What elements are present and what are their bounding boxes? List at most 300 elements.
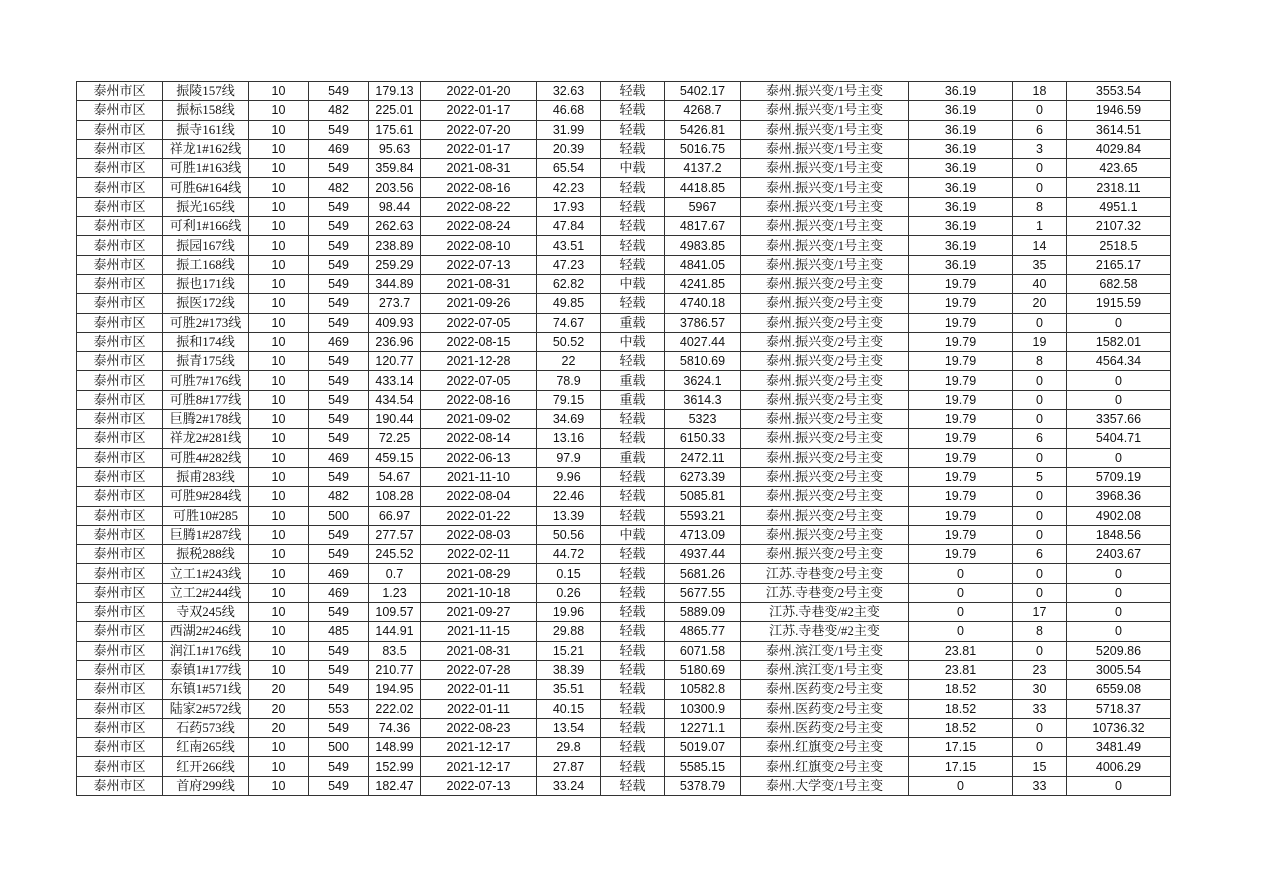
load-rate-cell: 9.96 — [537, 467, 601, 486]
remaining-capacity-cell: 3553.54 — [1067, 82, 1171, 101]
transformer-rate-cell: 18.52 — [909, 699, 1013, 718]
date-cell: 2022-01-22 — [421, 506, 537, 525]
remaining-capacity-cell: 5718.37 — [1067, 699, 1171, 718]
max-current-cell: 273.7 — [369, 294, 421, 313]
transformer-cell: 泰州.振兴变/1号主变 — [741, 101, 909, 120]
line-name-cell: 巨腾1#287线 — [163, 525, 249, 544]
capacity-cell: 549 — [309, 274, 369, 293]
transformer-rate-cell: 18.52 — [909, 718, 1013, 737]
max-current-cell: 459.15 — [369, 448, 421, 467]
load-status-cell: 轻载 — [601, 82, 665, 101]
capacity-cell: 549 — [309, 352, 369, 371]
area-cell: 泰州市区 — [77, 352, 163, 371]
load-status-cell: 轻载 — [601, 236, 665, 255]
load-status-cell: 轻载 — [601, 139, 665, 158]
line-name-cell: 首府299线 — [163, 776, 249, 795]
available-capacity-cell: 4418.85 — [665, 178, 741, 197]
count-cell: 30 — [1013, 680, 1067, 699]
transformer-rate-cell: 19.79 — [909, 487, 1013, 506]
table-row — [77, 294, 1171, 313]
max-current-cell: 262.63 — [369, 217, 421, 236]
area-cell: 泰州市区 — [77, 467, 163, 486]
load-rate-cell: 31.99 — [537, 120, 601, 139]
load-rate-cell: 34.69 — [537, 410, 601, 429]
line-name-cell: 可胜7#176线 — [163, 371, 249, 390]
table-row — [77, 371, 1171, 390]
count-cell: 0 — [1013, 390, 1067, 409]
load-status-cell: 轻载 — [601, 718, 665, 737]
transformer-cell: 泰州.振兴变/2号主变 — [741, 352, 909, 371]
max-current-cell: 359.84 — [369, 159, 421, 178]
line-name-cell: 可胜8#177线 — [163, 390, 249, 409]
table-row — [77, 390, 1171, 409]
remaining-capacity-cell: 3005.54 — [1067, 660, 1171, 679]
available-capacity-cell: 5681.26 — [665, 564, 741, 583]
count-cell: 0 — [1013, 487, 1067, 506]
transformer-rate-cell: 19.79 — [909, 506, 1013, 525]
area-cell: 泰州市区 — [77, 390, 163, 409]
area-cell: 泰州市区 — [77, 82, 163, 101]
load-rate-cell: 49.85 — [537, 294, 601, 313]
load-rate-cell: 79.15 — [537, 390, 601, 409]
transformer-cell: 泰州.红旗变/2号主变 — [741, 738, 909, 757]
table-row — [77, 274, 1171, 293]
available-capacity-cell: 5085.81 — [665, 487, 741, 506]
transformer-cell: 泰州.振兴变/2号主变 — [741, 545, 909, 564]
max-current-cell: 175.61 — [369, 120, 421, 139]
transformer-rate-cell: 0 — [909, 776, 1013, 795]
remaining-capacity-cell: 0 — [1067, 371, 1171, 390]
max-current-cell: 203.56 — [369, 178, 421, 197]
transformer-cell: 泰州.振兴变/2号主变 — [741, 506, 909, 525]
remaining-capacity-cell: 3357.66 — [1067, 410, 1171, 429]
load-rate-cell: 65.54 — [537, 159, 601, 178]
load-status-cell: 轻载 — [601, 603, 665, 622]
load-rate-cell: 42.23 — [537, 178, 601, 197]
load-rate-cell: 19.96 — [537, 603, 601, 622]
voltage-cell: 20 — [249, 680, 309, 699]
remaining-capacity-cell: 2165.17 — [1067, 255, 1171, 274]
transformer-rate-cell: 36.19 — [909, 159, 1013, 178]
capacity-cell: 469 — [309, 564, 369, 583]
capacity-cell: 549 — [309, 236, 369, 255]
load-status-cell: 重载 — [601, 390, 665, 409]
load-rate-cell: 35.51 — [537, 680, 601, 699]
transformer-cell: 泰州.振兴变/2号主变 — [741, 313, 909, 332]
max-current-cell: 95.63 — [369, 139, 421, 158]
capacity-cell: 549 — [309, 680, 369, 699]
remaining-capacity-cell: 2518.5 — [1067, 236, 1171, 255]
transformer-rate-cell: 19.79 — [909, 294, 1013, 313]
count-cell: 0 — [1013, 641, 1067, 660]
transformer-rate-cell: 36.19 — [909, 178, 1013, 197]
capacity-cell: 549 — [309, 255, 369, 274]
count-cell: 20 — [1013, 294, 1067, 313]
line-name-cell: 西湖2#246线 — [163, 622, 249, 641]
available-capacity-cell: 2472.11 — [665, 448, 741, 467]
load-status-cell: 重载 — [601, 313, 665, 332]
transformer-rate-cell: 19.79 — [909, 448, 1013, 467]
max-current-cell: 277.57 — [369, 525, 421, 544]
voltage-cell: 10 — [249, 101, 309, 120]
line-name-cell: 可胜2#173线 — [163, 313, 249, 332]
voltage-cell: 10 — [249, 583, 309, 602]
transformer-rate-cell: 19.79 — [909, 545, 1013, 564]
area-cell: 泰州市区 — [77, 139, 163, 158]
line-name-cell: 振也171线 — [163, 274, 249, 293]
remaining-capacity-cell: 1848.56 — [1067, 525, 1171, 544]
load-rate-cell: 13.39 — [537, 506, 601, 525]
max-current-cell: 54.67 — [369, 467, 421, 486]
available-capacity-cell: 5426.81 — [665, 120, 741, 139]
capacity-cell: 549 — [309, 467, 369, 486]
line-name-cell: 振园167线 — [163, 236, 249, 255]
load-status-cell: 轻载 — [601, 738, 665, 757]
max-current-cell: 344.89 — [369, 274, 421, 293]
table-row — [77, 197, 1171, 216]
count-cell: 8 — [1013, 352, 1067, 371]
voltage-cell: 10 — [249, 371, 309, 390]
capacity-cell: 549 — [309, 410, 369, 429]
remaining-capacity-cell: 3968.36 — [1067, 487, 1171, 506]
remaining-capacity-cell: 1582.01 — [1067, 332, 1171, 351]
date-cell: 2021-08-31 — [421, 274, 537, 293]
date-cell: 2021-09-02 — [421, 410, 537, 429]
available-capacity-cell: 4241.85 — [665, 274, 741, 293]
date-cell: 2022-01-17 — [421, 101, 537, 120]
table-row — [77, 776, 1171, 795]
date-cell: 2022-08-15 — [421, 332, 537, 351]
voltage-cell: 10 — [249, 390, 309, 409]
remaining-capacity-cell: 1915.59 — [1067, 294, 1171, 313]
area-cell: 泰州市区 — [77, 448, 163, 467]
available-capacity-cell: 5019.07 — [665, 738, 741, 757]
transformer-rate-cell: 19.79 — [909, 525, 1013, 544]
available-capacity-cell: 5016.75 — [665, 139, 741, 158]
voltage-cell: 10 — [249, 506, 309, 525]
load-status-cell: 轻载 — [601, 410, 665, 429]
count-cell: 14 — [1013, 236, 1067, 255]
capacity-cell: 482 — [309, 487, 369, 506]
available-capacity-cell: 5889.09 — [665, 603, 741, 622]
load-rate-cell: 46.68 — [537, 101, 601, 120]
date-cell: 2022-01-11 — [421, 680, 537, 699]
remaining-capacity-cell: 3614.51 — [1067, 120, 1171, 139]
voltage-cell: 10 — [249, 410, 309, 429]
capacity-cell: 549 — [309, 603, 369, 622]
area-cell: 泰州市区 — [77, 332, 163, 351]
available-capacity-cell: 5810.69 — [665, 352, 741, 371]
capacity-cell: 549 — [309, 313, 369, 332]
transformer-rate-cell: 19.79 — [909, 429, 1013, 448]
voltage-cell: 10 — [249, 738, 309, 757]
capacity-cell: 549 — [309, 429, 369, 448]
transformer-rate-cell: 0 — [909, 564, 1013, 583]
date-cell: 2021-12-17 — [421, 738, 537, 757]
transformer-cell: 泰州.振兴变/1号主变 — [741, 159, 909, 178]
area-cell: 泰州市区 — [77, 757, 163, 776]
date-cell: 2022-07-13 — [421, 255, 537, 274]
area-cell: 泰州市区 — [77, 641, 163, 660]
transformer-cell: 泰州.医药变/2号主变 — [741, 718, 909, 737]
table-row — [77, 178, 1171, 197]
load-status-cell: 轻载 — [601, 352, 665, 371]
available-capacity-cell: 3614.3 — [665, 390, 741, 409]
date-cell: 2022-02-11 — [421, 545, 537, 564]
transformer-rate-cell: 19.79 — [909, 274, 1013, 293]
transformer-cell: 泰州.振兴变/1号主变 — [741, 82, 909, 101]
transformer-rate-cell: 0 — [909, 603, 1013, 622]
load-rate-cell: 97.9 — [537, 448, 601, 467]
line-name-cell: 振标158线 — [163, 101, 249, 120]
count-cell: 17 — [1013, 603, 1067, 622]
count-cell: 0 — [1013, 159, 1067, 178]
load-rate-cell: 15.21 — [537, 641, 601, 660]
date-cell: 2021-08-31 — [421, 159, 537, 178]
area-cell: 泰州市区 — [77, 197, 163, 216]
remaining-capacity-cell: 6559.08 — [1067, 680, 1171, 699]
date-cell: 2021-08-31 — [421, 641, 537, 660]
max-current-cell: 225.01 — [369, 101, 421, 120]
max-current-cell: 0.7 — [369, 564, 421, 583]
transformer-rate-cell: 36.19 — [909, 217, 1013, 236]
load-status-cell: 轻载 — [601, 101, 665, 120]
capacity-cell: 469 — [309, 448, 369, 467]
load-rate-cell: 22.46 — [537, 487, 601, 506]
transformer-cell: 泰州.振兴变/1号主变 — [741, 255, 909, 274]
line-name-cell: 泰镇1#177线 — [163, 660, 249, 679]
table-row — [77, 120, 1171, 139]
capacity-cell: 549 — [309, 776, 369, 795]
transformer-cell: 泰州.振兴变/2号主变 — [741, 448, 909, 467]
date-cell: 2022-08-23 — [421, 718, 537, 737]
line-name-cell: 可胜10#285 — [163, 506, 249, 525]
line-name-cell: 润江1#176线 — [163, 641, 249, 660]
transformer-rate-cell: 0 — [909, 622, 1013, 641]
available-capacity-cell: 4713.09 — [665, 525, 741, 544]
date-cell: 2022-07-05 — [421, 313, 537, 332]
date-cell: 2022-07-13 — [421, 776, 537, 795]
count-cell: 8 — [1013, 197, 1067, 216]
voltage-cell: 20 — [249, 699, 309, 718]
capacity-cell: 485 — [309, 622, 369, 641]
count-cell: 0 — [1013, 525, 1067, 544]
area-cell: 泰州市区 — [77, 294, 163, 313]
transformer-rate-cell: 18.52 — [909, 680, 1013, 699]
line-name-cell: 振医172线 — [163, 294, 249, 313]
available-capacity-cell: 10582.8 — [665, 680, 741, 699]
remaining-capacity-cell: 5404.71 — [1067, 429, 1171, 448]
line-name-cell: 振青175线 — [163, 352, 249, 371]
area-cell: 泰州市区 — [77, 699, 163, 718]
voltage-cell: 10 — [249, 120, 309, 139]
load-status-cell: 中载 — [601, 159, 665, 178]
capacity-cell: 549 — [309, 660, 369, 679]
available-capacity-cell: 6150.33 — [665, 429, 741, 448]
transformer-cell: 泰州.振兴变/1号主变 — [741, 197, 909, 216]
available-capacity-cell: 6071.58 — [665, 641, 741, 660]
count-cell: 0 — [1013, 178, 1067, 197]
voltage-cell: 10 — [249, 217, 309, 236]
area-cell: 泰州市区 — [77, 564, 163, 583]
date-cell: 2021-08-29 — [421, 564, 537, 583]
table-row — [77, 82, 1171, 101]
available-capacity-cell: 4937.44 — [665, 545, 741, 564]
available-capacity-cell: 5967 — [665, 197, 741, 216]
date-cell: 2022-08-10 — [421, 236, 537, 255]
voltage-cell: 10 — [249, 525, 309, 544]
available-capacity-cell: 4817.67 — [665, 217, 741, 236]
area-cell: 泰州市区 — [77, 101, 163, 120]
load-rate-cell: 38.39 — [537, 660, 601, 679]
area-cell: 泰州市区 — [77, 622, 163, 641]
capacity-cell: 549 — [309, 120, 369, 139]
transformer-cell: 江苏.寺巷变/#2主变 — [741, 603, 909, 622]
date-cell: 2022-08-03 — [421, 525, 537, 544]
load-status-cell: 轻载 — [601, 583, 665, 602]
capacity-cell: 482 — [309, 178, 369, 197]
max-current-cell: 238.89 — [369, 236, 421, 255]
load-rate-cell: 33.24 — [537, 776, 601, 795]
table-row — [77, 255, 1171, 274]
available-capacity-cell: 12271.1 — [665, 718, 741, 737]
transformer-cell: 泰州.滨江变/1号主变 — [741, 660, 909, 679]
count-cell: 6 — [1013, 429, 1067, 448]
line-name-cell: 振和174线 — [163, 332, 249, 351]
line-name-cell: 振工168线 — [163, 255, 249, 274]
transformer-rate-cell: 23.81 — [909, 660, 1013, 679]
date-cell: 2022-01-11 — [421, 699, 537, 718]
date-cell: 2021-11-10 — [421, 467, 537, 486]
line-name-cell: 祥龙2#281线 — [163, 429, 249, 448]
area-cell: 泰州市区 — [77, 178, 163, 197]
capacity-cell: 549 — [309, 545, 369, 564]
count-cell: 0 — [1013, 583, 1067, 602]
count-cell: 19 — [1013, 332, 1067, 351]
line-name-cell: 立工2#244线 — [163, 583, 249, 602]
capacity-cell: 549 — [309, 82, 369, 101]
line-name-cell: 振陵157线 — [163, 82, 249, 101]
load-rate-cell: 47.23 — [537, 255, 601, 274]
date-cell: 2022-08-16 — [421, 178, 537, 197]
remaining-capacity-cell: 4006.29 — [1067, 757, 1171, 776]
voltage-cell: 10 — [249, 178, 309, 197]
area-cell: 泰州市区 — [77, 525, 163, 544]
remaining-capacity-cell: 4902.08 — [1067, 506, 1171, 525]
max-current-cell: 210.77 — [369, 660, 421, 679]
line-name-cell: 陆家2#572线 — [163, 699, 249, 718]
transformer-cell: 江苏.寺巷变/2号主变 — [741, 564, 909, 583]
remaining-capacity-cell: 0 — [1067, 603, 1171, 622]
available-capacity-cell: 3624.1 — [665, 371, 741, 390]
area-cell: 泰州市区 — [77, 274, 163, 293]
load-rate-cell: 62.82 — [537, 274, 601, 293]
load-rate-cell: 0.15 — [537, 564, 601, 583]
transformer-cell: 江苏.寺巷变/#2主变 — [741, 622, 909, 641]
line-name-cell: 石药573线 — [163, 718, 249, 737]
area-cell: 泰州市区 — [77, 410, 163, 429]
load-status-cell: 轻载 — [601, 564, 665, 583]
max-current-cell: 144.91 — [369, 622, 421, 641]
remaining-capacity-cell: 5709.19 — [1067, 467, 1171, 486]
count-cell: 1 — [1013, 217, 1067, 236]
remaining-capacity-cell: 0 — [1067, 776, 1171, 795]
transformer-cell: 江苏.寺巷变/2号主变 — [741, 583, 909, 602]
transformer-cell: 泰州.振兴变/1号主变 — [741, 139, 909, 158]
load-status-cell: 轻载 — [601, 699, 665, 718]
load-rate-cell: 32.63 — [537, 82, 601, 101]
date-cell: 2022-06-13 — [421, 448, 537, 467]
voltage-cell: 10 — [249, 159, 309, 178]
voltage-cell: 10 — [249, 448, 309, 467]
remaining-capacity-cell: 423.65 — [1067, 159, 1171, 178]
load-status-cell: 轻载 — [601, 622, 665, 641]
remaining-capacity-cell: 0 — [1067, 583, 1171, 602]
voltage-cell: 10 — [249, 641, 309, 660]
available-capacity-cell: 5402.17 — [665, 82, 741, 101]
capacity-cell: 549 — [309, 217, 369, 236]
table-row — [77, 564, 1171, 583]
date-cell: 2022-08-14 — [421, 429, 537, 448]
table-row — [77, 410, 1171, 429]
table-row — [77, 680, 1171, 699]
load-rate-cell: 13.54 — [537, 718, 601, 737]
transformer-cell: 泰州.振兴变/2号主变 — [741, 410, 909, 429]
count-cell: 0 — [1013, 371, 1067, 390]
table-row — [77, 699, 1171, 718]
transformer-rate-cell: 36.19 — [909, 82, 1013, 101]
voltage-cell: 10 — [249, 255, 309, 274]
date-cell: 2021-09-26 — [421, 294, 537, 313]
voltage-cell: 10 — [249, 139, 309, 158]
line-name-cell: 可胜1#163线 — [163, 159, 249, 178]
remaining-capacity-cell: 1946.59 — [1067, 101, 1171, 120]
table-row — [77, 236, 1171, 255]
available-capacity-cell: 6273.39 — [665, 467, 741, 486]
date-cell: 2022-01-20 — [421, 82, 537, 101]
area-cell: 泰州市区 — [77, 487, 163, 506]
max-current-cell: 98.44 — [369, 197, 421, 216]
load-rate-cell: 0.26 — [537, 583, 601, 602]
capacity-cell: 500 — [309, 506, 369, 525]
max-current-cell: 222.02 — [369, 699, 421, 718]
line-name-cell: 振寺161线 — [163, 120, 249, 139]
load-status-cell: 中载 — [601, 332, 665, 351]
table-row — [77, 313, 1171, 332]
transformer-rate-cell: 19.79 — [909, 332, 1013, 351]
voltage-cell: 10 — [249, 467, 309, 486]
max-current-cell: 74.36 — [369, 718, 421, 737]
line-name-cell: 可胜9#284线 — [163, 487, 249, 506]
max-current-cell: 109.57 — [369, 603, 421, 622]
remaining-capacity-cell: 3481.49 — [1067, 738, 1171, 757]
voltage-cell: 10 — [249, 197, 309, 216]
max-current-cell: 190.44 — [369, 410, 421, 429]
line-name-cell: 寺双245线 — [163, 603, 249, 622]
count-cell: 33 — [1013, 776, 1067, 795]
line-name-cell: 振光165线 — [163, 197, 249, 216]
transformer-cell: 泰州.医药变/2号主变 — [741, 699, 909, 718]
transformer-cell: 泰州.滨江变/1号主变 — [741, 641, 909, 660]
count-cell: 3 — [1013, 139, 1067, 158]
load-status-cell: 轻载 — [601, 467, 665, 486]
voltage-cell: 10 — [249, 545, 309, 564]
remaining-capacity-cell: 0 — [1067, 622, 1171, 641]
area-cell: 泰州市区 — [77, 583, 163, 602]
available-capacity-cell: 5677.55 — [665, 583, 741, 602]
available-capacity-cell: 5323 — [665, 410, 741, 429]
transformer-cell: 泰州.红旗变/2号主变 — [741, 757, 909, 776]
